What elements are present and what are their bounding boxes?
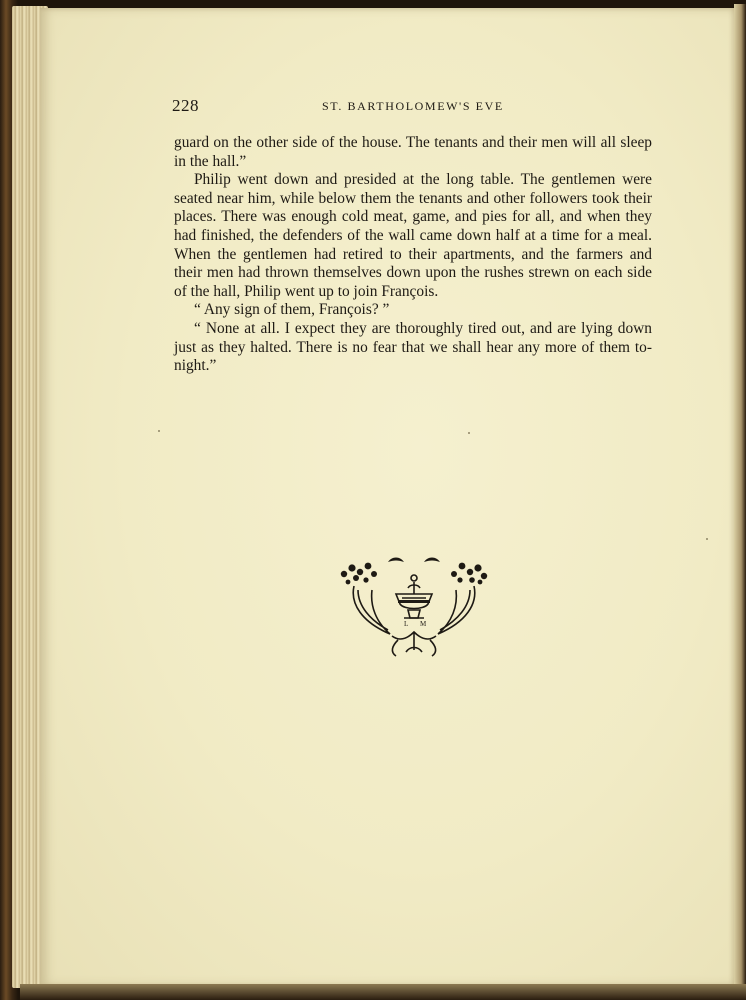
bottom-shadow: [20, 984, 746, 1000]
monogram-right: M: [420, 620, 427, 628]
running-head: ST. BARTHOLOMEW'S EVE: [322, 99, 504, 113]
monogram-left: L: [404, 620, 409, 628]
tailpiece-ornament-icon: [332, 552, 496, 662]
page-number: 228: [172, 96, 199, 115]
paper-speck: [468, 432, 470, 434]
paper-speck: [158, 430, 160, 432]
paragraph-question: “ Any sign of them, François? ”: [194, 301, 390, 319]
paragraph-answer: “ None at all. I expect they are thoroughly tired out, and are lying down just as they halted. There is no fear that we shall hear any more of them to-night.”: [174, 319, 652, 375]
paragraph-continuation: guard on the other side of the house. The tenants and their men will all sleep in the hall.”: [174, 134, 652, 170]
page-header: [172, 96, 654, 120]
paragraph-dinner: Philip went down and presided at the long table. The gentlemen were seated near him, while below them the tenants and other followers took their places. There was enough cold meat, game, and pies for all, and when they had finished, the defenders of the wall came down half at a time for a meal. When the gentlemen had retired to their apartments, and the farmers and their men had thrown themselves down upon the rushes strewn on each side of the hall, Philip went up to join François.: [174, 171, 652, 300]
right-page-edge: [734, 4, 746, 992]
paper-speck: [706, 538, 708, 540]
body-text: [174, 134, 652, 376]
